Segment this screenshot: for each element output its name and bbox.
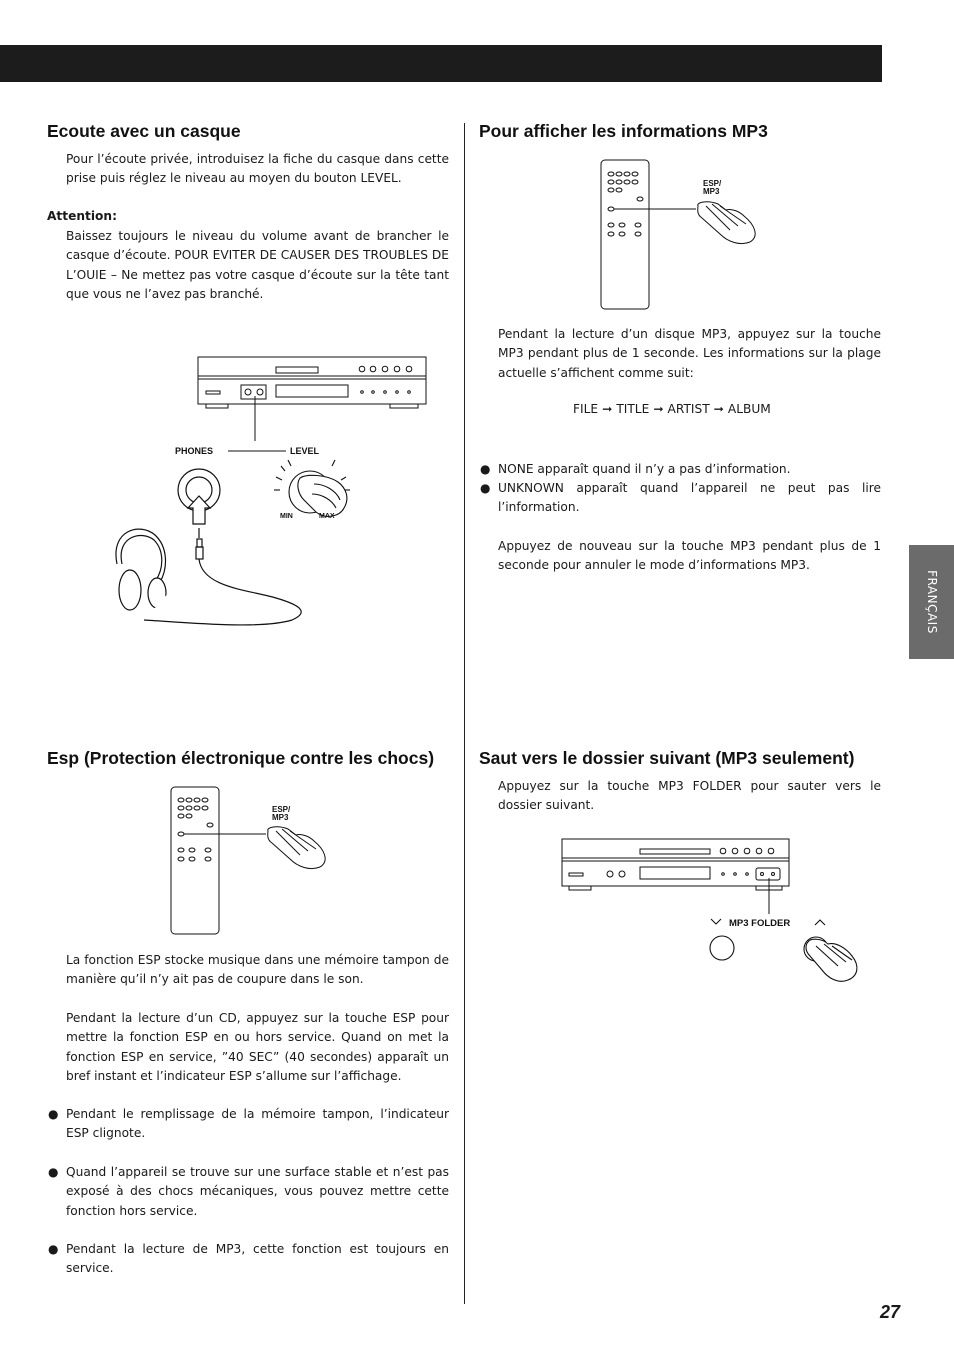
arrow-right-icon: ➞ [653, 402, 664, 416]
phones-jack-icon [178, 469, 220, 559]
folder-down-button-icon [710, 936, 734, 960]
bullet-text: NONE apparaît quand il n’y a pas d’information. [498, 462, 791, 476]
folder-para1: Appuyez sur la touche MP3 FOLDER pour sauter vers le dossier suivant. [498, 779, 881, 813]
esp-remote-figure [170, 786, 340, 936]
headphones-icon [116, 529, 301, 625]
cd-player-illustration [562, 839, 789, 914]
max-label: MAX [319, 513, 335, 520]
casque-intro: Pour l’écoute privée, introduisez la fiche du casque dans cette prise puis réglez le niveau au moyen du bouton LEVEL. [66, 152, 449, 186]
level-label: LEVEL [290, 446, 320, 456]
esp-bullet [48, 1240, 449, 1279]
pointing-hand-icon [804, 937, 857, 981]
cd-player-illustration [198, 357, 426, 451]
mp3info-remote-figure [600, 158, 770, 313]
esp-mp3-label-bottom: MP3 [272, 813, 289, 822]
flow-album: ALBUM [727, 402, 771, 416]
flow-title: TITLE [616, 402, 650, 416]
min-label: MIN [280, 513, 293, 520]
level-knob-icon [274, 460, 350, 516]
mp3info-para2: Appuyez de nouveau sur la touche MP3 pendant plus de 1 seconde pour annuler le mode d’informations MP3. [498, 539, 881, 573]
language-tab [909, 545, 954, 659]
remote-control-icon [171, 787, 325, 934]
esp-bullet [48, 1163, 449, 1221]
phones-label: PHONES [175, 446, 214, 456]
bullet-text: Pendant le remplissage de la mémoire tampon, l’indicateur ESP clignote. [66, 1107, 449, 1141]
bullet-text: UNKNOWN apparaît quand l’appareil ne peut pas lire l’information. [498, 481, 881, 515]
mp3info-para1: Pendant la lecture d’un disque MP3, appuyez sur la touche MP3 pendant plus de 1 seconde. Les informations sur la plage actuelle s’affichent comme suit: [498, 327, 881, 380]
esp-mp3-label-top: ESP/ [272, 805, 291, 814]
chevron-down-icon [711, 919, 721, 924]
esp-para1: La fonction ESP stocke musique dans une mémoire tampon de manière qu’il n’y ait pas de coupure dans le son. [66, 953, 449, 987]
bullet-icon: ● [480, 462, 491, 476]
header-bar [0, 45, 882, 82]
section-title-esp: Esp (Protection électronique contre les chocs) [47, 748, 435, 768]
bullet-icon: ● [48, 1107, 59, 1121]
section-title-folder: Saut vers le dossier suivant (MP3 seulement) [479, 748, 855, 768]
esp-mp3-label-bottom: MP3 [703, 187, 720, 196]
folder-figure [560, 838, 870, 988]
flow-file: FILE [573, 402, 599, 416]
mp3info-flow [573, 402, 771, 416]
language-tab-label: FRANÇAIS [924, 570, 939, 634]
remote-control-icon [601, 160, 755, 309]
attention-label: Attention: [47, 209, 117, 223]
esp-mp3-label-top: ESP/ [703, 179, 722, 188]
headphones-figure [100, 350, 440, 630]
section-title-mp3info: Pour afficher les informations MP3 [479, 121, 768, 141]
bullet-icon: ● [48, 1242, 59, 1256]
page-number: 27 [880, 1302, 901, 1322]
esp-bullet [48, 1105, 449, 1144]
flow-artist: ARTIST [667, 402, 710, 416]
mp3-folder-label: MP3 FOLDER [729, 918, 791, 929]
chevron-up-icon [815, 920, 825, 925]
arrow-right-icon: ➞ [713, 402, 724, 416]
attention-text: Baissez toujours le niveau du volume avant de brancher le casque d’écoute. POUR EVITER DE CAUSER DES TROUBLES DE L’OUIE – Ne mettez pas votre casque d’écoute sur la tête tant que vous ne l’avez pas branché. [66, 229, 449, 302]
column-divider [464, 123, 465, 1304]
mp3info-bullet [480, 479, 881, 518]
esp-para2: Pendant la lecture d’un CD, appuyez sur la touche ESP pour mettre la fonction ESP en ou hors service. Quand on met la fonction ESP en service, ”40 SEC” (40 secondes) apparaît un bref instant et l’indicateur ESP s’allume sur l’affichage. [66, 1011, 449, 1084]
mp3info-bullet [480, 460, 881, 479]
bullet-text: Quand l’appareil se trouve sur une surface stable et n’est pas exposé à des chocs mécaniques, vous pouvez mettre cette fonction hors service. [66, 1165, 449, 1218]
bullet-icon: ● [48, 1165, 59, 1179]
bullet-text: Pendant la lecture de MP3, cette fonction est toujours en service. [66, 1242, 449, 1276]
bullet-icon: ● [480, 481, 491, 495]
arrow-right-icon: ➞ [602, 402, 613, 416]
section-title-casque: Ecoute avec un casque [47, 121, 241, 141]
